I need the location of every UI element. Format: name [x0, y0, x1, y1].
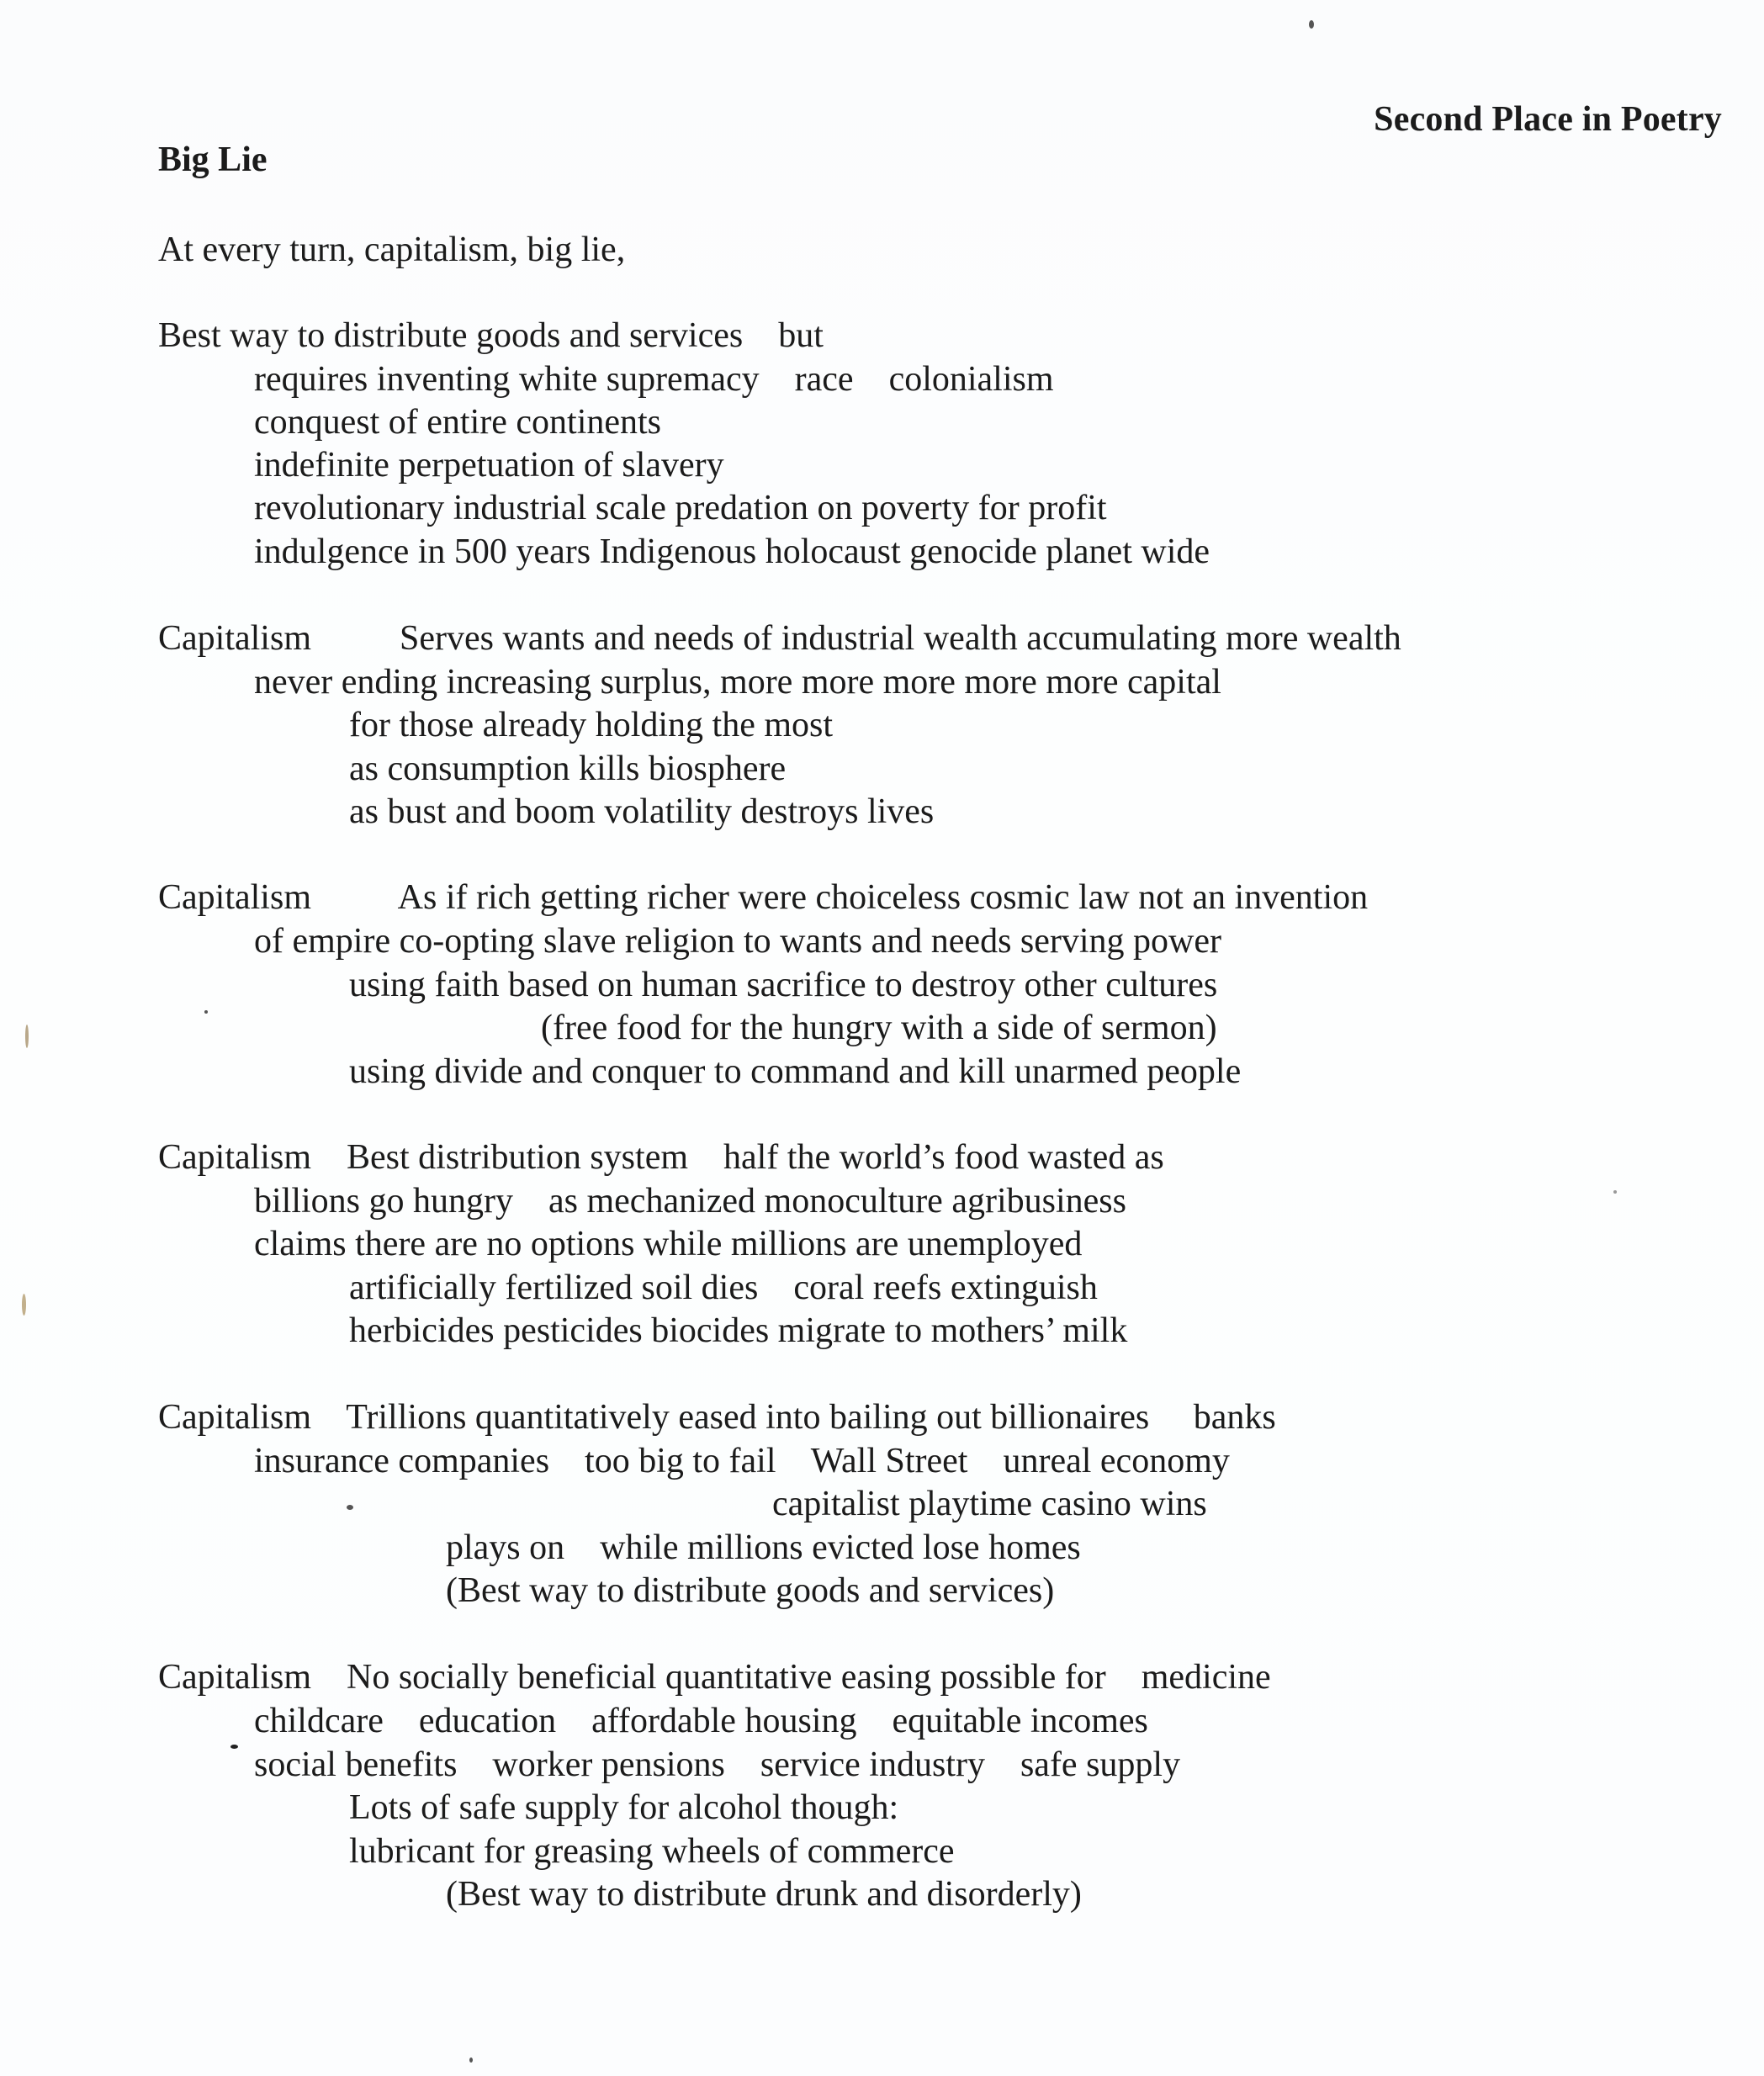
stanza3-line: Capitalism As if rich getting richer were choiceless cosmic law not an invention: [158, 878, 1369, 917]
stanza6-line: Lots of safe supply for alcohol though:: [349, 1788, 899, 1827]
stanza3-line: (free food for the hungry with a side of sermon): [541, 1009, 1217, 1047]
poem-opening-line: At every turn, capitalism, big lie,: [158, 230, 626, 269]
stanza4-line: artificially fertilized soil dies coral reefs extinguish: [349, 1268, 1098, 1307]
stanza1-line: Best way to distribute goods and services but: [158, 316, 824, 355]
stanza1-line: indefinite perpetuation of slavery: [254, 446, 724, 485]
scan-speck: [1309, 20, 1314, 29]
poem-title: Big Lie: [158, 140, 268, 179]
stanza6-line: social benefits worker pensions service industry safe supply: [254, 1745, 1181, 1784]
stanza4-line: Capitalism Best distribution system half the world’s food wasted as: [158, 1138, 1164, 1177]
stanza2-line: as consumption kills biosphere: [349, 749, 787, 788]
scan-speck: [1613, 1190, 1617, 1194]
stanza1-line: revolutionary industrial scale predation on poverty for profit: [254, 489, 1107, 527]
stanza2-line: Capitalism Serves wants and needs of industrial wealth accumulating more wealth: [158, 619, 1401, 658]
scan-speck: [25, 1025, 29, 1048]
stanza4-line: herbicides pesticides biocides migrate to mothers’ milk: [349, 1311, 1128, 1350]
stanza4-line: billions go hungry as mechanized monoculture agribusiness: [254, 1182, 1126, 1221]
stanza5-line: plays on while millions evicted lose homes: [446, 1528, 1081, 1567]
scan-speck: [22, 1294, 26, 1316]
stanza3-line: of empire co-opting slave religion to wants and needs serving power: [254, 922, 1222, 961]
stanza3-line: using divide and conquer to command and kill unarmed people: [349, 1052, 1242, 1091]
stanza5-line: Capitalism Trillions quantitatively eased into bailing out billionaires banks: [158, 1398, 1276, 1437]
scan-speck: [204, 1010, 208, 1014]
stanza3-line: using faith based on human sacrifice to destroy other cultures: [349, 966, 1218, 1004]
stanza1-line: conquest of entire continents: [254, 403, 662, 442]
scan-speck: [230, 1745, 238, 1749]
stanza6-line: Capitalism No socially beneficial quantitative easing possible for medicine: [158, 1658, 1271, 1697]
stanza6-line: lubricant for greasing wheels of commerce: [349, 1832, 955, 1871]
stanza6-line: childcare education affordable housing equitable incomes: [254, 1702, 1148, 1740]
stanza1-line: indulgence in 500 years Indigenous holocaust genocide planet wide: [254, 532, 1210, 571]
award-heading: Second Place in Poetry: [1374, 100, 1722, 139]
scan-speck: [469, 2057, 473, 2063]
stanza6-line: (Best way to distribute drunk and disorderly): [446, 1875, 1082, 1914]
stanza5-line: capitalist playtime casino wins: [772, 1485, 1207, 1523]
stanza2-line: for those already holding the most: [349, 706, 834, 744]
stanza5-line: insurance companies too big to fail Wall Street unreal economy: [254, 1442, 1230, 1480]
stanza4-line: claims there are no options while millions are unemployed: [254, 1225, 1083, 1263]
stanza2-line: as bust and boom volatility destroys lives: [349, 792, 935, 831]
stanza2-line: never ending increasing surplus, more more more more more capital: [254, 663, 1221, 702]
stanza5-line: (Best way to distribute goods and services): [446, 1571, 1055, 1610]
scan-speck: [347, 1505, 353, 1510]
stanza1-line: requires inventing white supremacy race colonialism: [254, 360, 1054, 399]
